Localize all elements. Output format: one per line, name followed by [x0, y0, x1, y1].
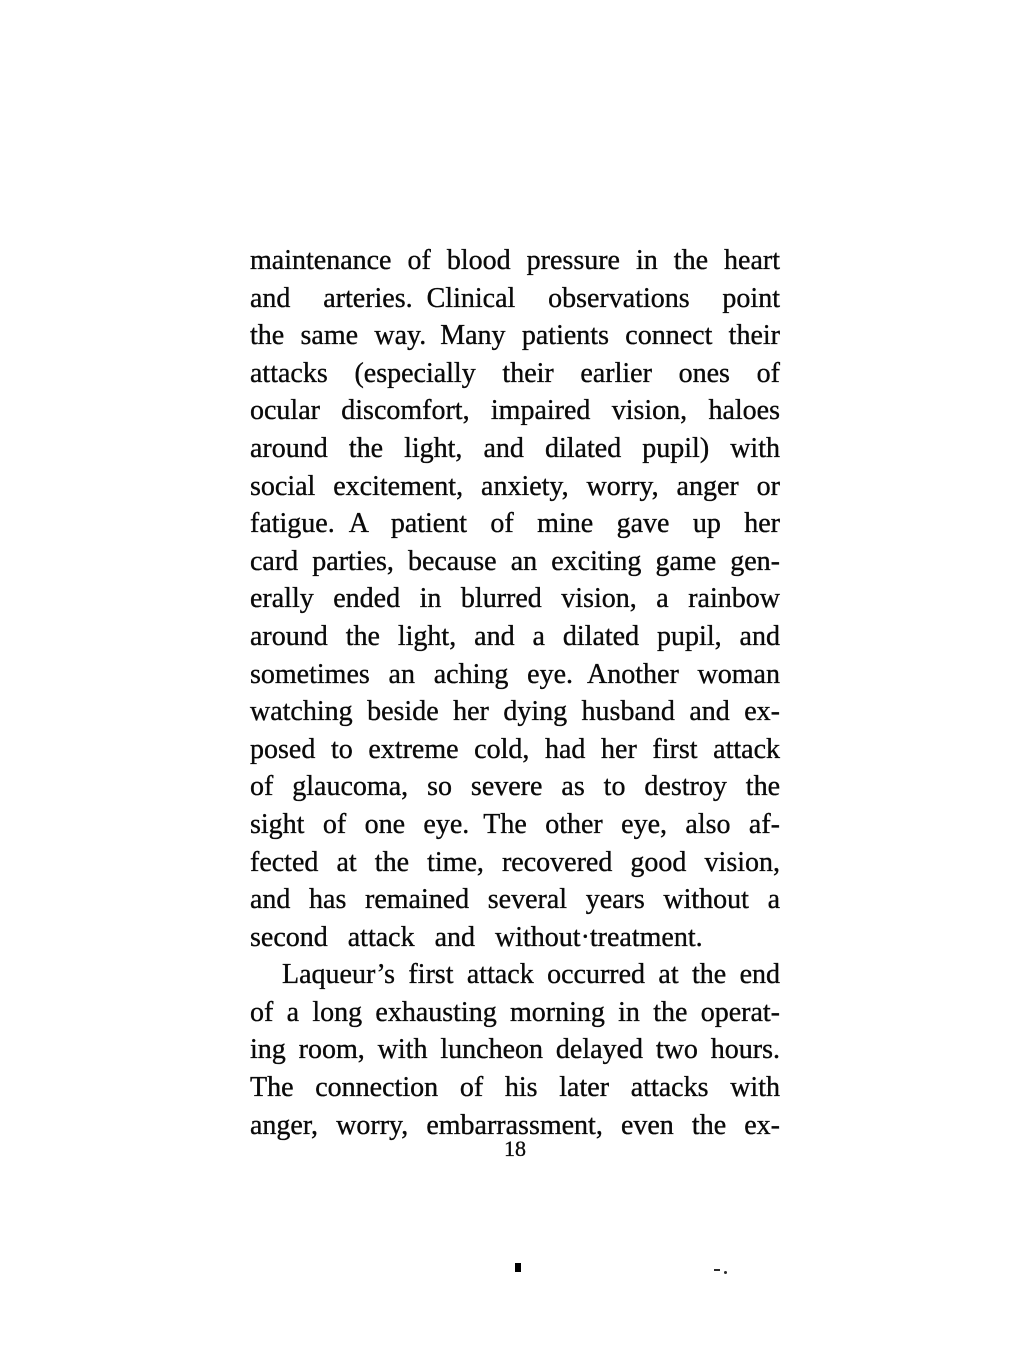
text-line: watching beside her dying husband and ex- [250, 696, 780, 728]
text-line: ocular discomfort, impaired vision, haloes [250, 395, 780, 427]
text-line: fected at the time, recovered good vision, [250, 846, 780, 878]
text-line: attacks (especially their earlier ones of [250, 357, 780, 389]
text-line: posed to extreme cold, had her first attack [250, 733, 780, 765]
text-line: of a long exhausting morning in the operat- [250, 996, 780, 1028]
text-line: sight of one eye. The other eye, also af- [250, 808, 780, 840]
text-line: social excitement, anxiety, worry, anger or [250, 470, 780, 502]
paragraph-laqueur [250, 956, 780, 1144]
text-line: second attack and without·treatment. [250, 921, 703, 953]
paragraph-continued [250, 242, 780, 956]
text-line: Laqueur’s first attack occurred at the end [282, 959, 780, 991]
text-line: erally ended in blurred vision, a rainbow [250, 583, 780, 615]
text-line: and has remained several years without a [250, 884, 780, 916]
text-line: The connection of his later attacks with [250, 1072, 780, 1104]
text-line: maintenance of blood pressure in the heart [250, 245, 780, 276]
text-line: fatigue. A patient of mine gave up her [250, 508, 780, 540]
body-text [250, 242, 780, 1144]
text-line: around the light, and a dilated pupil, and [250, 620, 780, 652]
text-line: and arteries. Clinical observations point [250, 282, 780, 314]
text-line: around the light, and dilated pupil) with [250, 432, 780, 464]
text-line: of glaucoma, so severe as to destroy the [250, 771, 780, 803]
text-line: ing room, with luncheon delayed two hours. [250, 1034, 780, 1066]
ink-speck [714, 1269, 720, 1271]
ink-speck [515, 1263, 521, 1272]
text-line: sometimes an aching eye. Another woman [250, 658, 780, 690]
text-line: card parties, because an exciting game gen- [250, 545, 780, 577]
page-number: 18 [504, 1136, 526, 1161]
text-line: anger, worry, embarrassment, even the ex- [250, 1109, 780, 1141]
text-line: the same way. Many patients connect their [250, 320, 780, 352]
ink-speck [724, 1271, 727, 1274]
